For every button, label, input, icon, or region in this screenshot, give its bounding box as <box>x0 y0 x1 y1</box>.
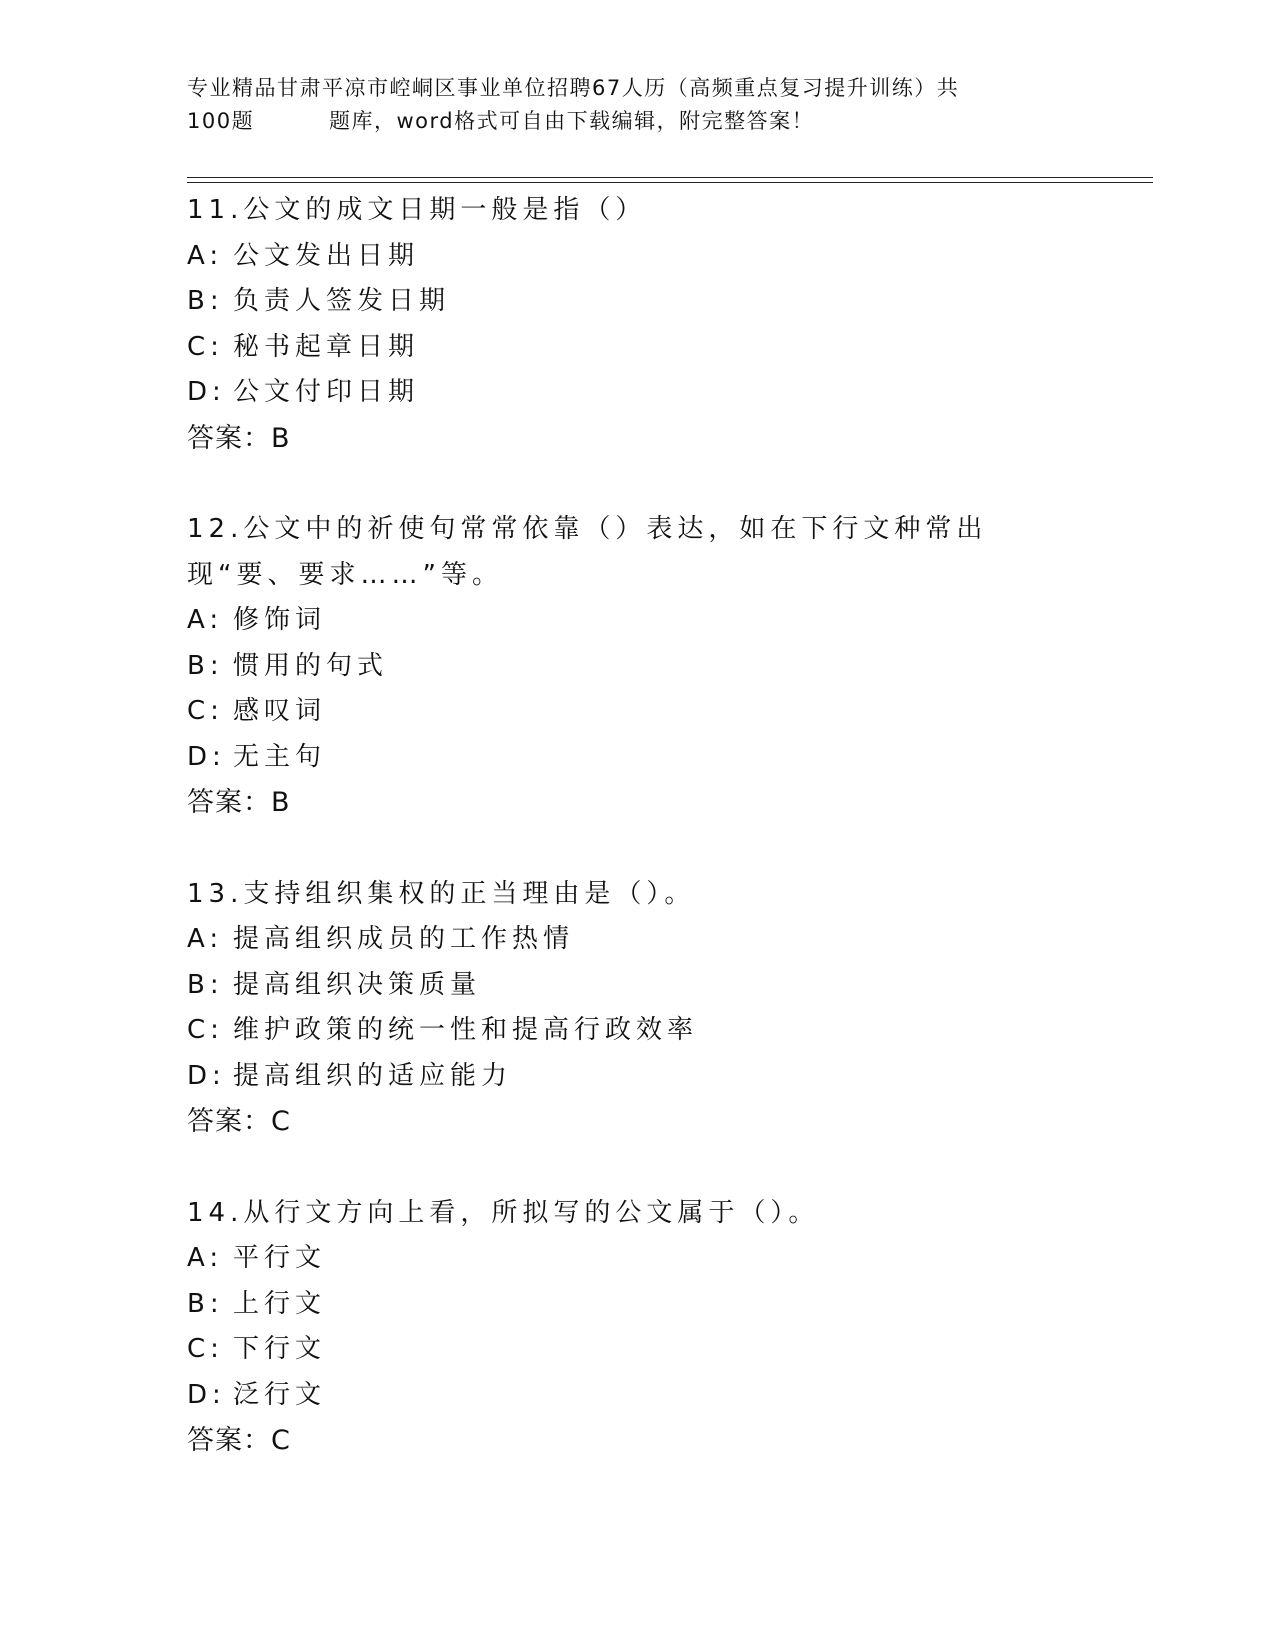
option-b <box>187 644 1087 690</box>
answer: 答案：B <box>187 787 291 818</box>
option-key: D: <box>187 1379 226 1410</box>
option-text: 上行文 <box>233 1288 327 1319</box>
option-text: 惯用的句式 <box>233 650 389 681</box>
option-key: A: <box>187 1243 224 1273</box>
title-line-2-text: 题库，word格式可自由下载编辑，附完整答案！ <box>329 109 815 133</box>
answer: 答案：B <box>187 422 291 454</box>
option-key: C: <box>187 331 224 362</box>
option-b <box>187 1282 1087 1328</box>
header-divider-bottom <box>187 182 1153 183</box>
option-text: 提高组织成员的工作热情 <box>233 924 575 954</box>
title-line-1: 专业精品甘肃平凉市崆峒区事业单位招聘67人历（高频重点复习提升训练）共 <box>187 76 960 100</box>
option-key: B: <box>187 286 224 316</box>
answer: 答案：C <box>187 1425 291 1456</box>
option-a <box>187 1236 1087 1282</box>
option-key: C: <box>187 696 224 726</box>
option-text: 维护政策的统一性和提高行政效率 <box>233 1015 699 1045</box>
option-b <box>187 963 1087 1009</box>
option-key: A: <box>187 924 224 954</box>
option-text: 公文付印日期 <box>233 377 420 407</box>
document-title <box>187 72 1087 138</box>
option-key: B: <box>187 1288 224 1319</box>
option-key: D: <box>187 377 226 407</box>
option-text: 提高组织的适应能力 <box>233 1060 513 1091</box>
title-line-2 <box>187 105 1087 138</box>
option-key: D: <box>187 741 226 772</box>
option-text: 负责人签发日期 <box>233 286 451 316</box>
option-d <box>187 1054 1087 1100</box>
option-a <box>187 598 1087 644</box>
option-text: 下行文 <box>233 1334 327 1364</box>
question-14 <box>187 1191 1087 1464</box>
option-text: 公文发出日期 <box>233 240 420 271</box>
option-text: 感叹词 <box>233 696 327 726</box>
option-c <box>187 325 1087 371</box>
question-count: 100题 <box>187 109 255 133</box>
option-a <box>187 917 1087 963</box>
option-b <box>187 279 1087 325</box>
option-text: 修饰词 <box>233 605 327 635</box>
question-11 <box>187 188 1087 461</box>
option-text: 提高组织决策质量 <box>233 969 482 1000</box>
answer: 答案：C <box>187 1106 291 1137</box>
option-d <box>187 1373 1087 1419</box>
header-divider-top <box>187 177 1153 178</box>
option-key: B: <box>187 969 224 1000</box>
option-key: A: <box>187 240 224 271</box>
option-d <box>187 370 1087 416</box>
question-text: 11.公文的成文日期一般是指（） <box>187 195 647 225</box>
option-key: D: <box>187 1060 226 1091</box>
option-c <box>187 1008 1087 1054</box>
question-12 <box>187 507 1087 826</box>
question-text: 13.支持组织集权的正当理由是（）。 <box>187 878 696 909</box>
option-text: 无主句 <box>233 741 327 772</box>
question-text: 14.从行文方向上看，所拟写的公文属于（）。 <box>187 1197 820 1228</box>
option-key: B: <box>187 650 224 681</box>
option-key: C: <box>187 1334 224 1364</box>
option-key: A: <box>187 605 224 635</box>
option-text: 平行文 <box>233 1243 327 1273</box>
question-list <box>187 188 1087 1510</box>
option-c <box>187 1327 1087 1373</box>
option-key: C: <box>187 1015 224 1045</box>
option-text: 秘书起章日期 <box>233 331 420 362</box>
option-a <box>187 234 1087 280</box>
option-c <box>187 689 1087 735</box>
option-d <box>187 735 1087 781</box>
question-13 <box>187 872 1087 1145</box>
question-text: 12.公文中的祈使句常常依靠（）表达，如在下行文种常出现“要、要求……”等。 <box>187 514 988 590</box>
option-text: 泛行文 <box>233 1379 327 1410</box>
